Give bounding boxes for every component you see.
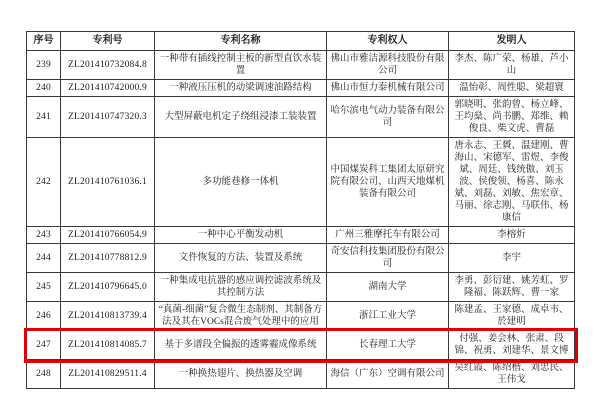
cell-patent-name: 一种液压压机的动梁调速油路结构 xyxy=(155,80,327,97)
cell-inventors: 郭晓明、张韵曾、杨立峰、王均燊、尚书鹏、郑维、赖俊良、柴文虎、曹磊 xyxy=(449,97,575,138)
table-row xyxy=(27,51,575,80)
column-header-no: 序号 xyxy=(27,32,61,51)
cell-inventors: 吴红霞、陈绍楷、刘忠民、王伟戈 xyxy=(449,360,575,389)
cell-patentee: 海信（广东）空调有限公司 xyxy=(327,360,449,389)
cell-patentee: 中国煤炭科工集团太原研究院有限公司、山西天地煤机装备有限公司 xyxy=(327,138,449,227)
patent-table-container xyxy=(26,31,575,389)
cell-inventors: 李勇、彭衍建、姚芳虹、罗隆福、陈跃辉、曹一家 xyxy=(449,273,575,302)
cell-patent-number: ZL201410829511.4 xyxy=(61,360,155,389)
cell-row-number: 241 xyxy=(27,97,61,138)
table-row xyxy=(27,227,575,244)
table-row xyxy=(27,273,575,302)
cell-inventors: 李榕炘 xyxy=(449,227,575,244)
cell-patent-name: 一种集成电抗器的感应调控滤波系统及其控制方法 xyxy=(155,273,327,302)
cell-patent-name: 一种换热翅片、换热器及空调 xyxy=(155,360,327,389)
column-header-patentee: 专利权人 xyxy=(327,32,449,51)
cell-row-number: 243 xyxy=(27,227,61,244)
table-row xyxy=(27,80,575,97)
cell-patentee: 广州三雅摩托车有限公司 xyxy=(327,227,449,244)
table-row xyxy=(27,97,575,138)
cell-row-number: 246 xyxy=(27,302,61,331)
cell-patent-number: ZL201410732084.8 xyxy=(61,51,155,80)
cell-patentee: 哈尔滨电气动力装备有限公司 xyxy=(327,97,449,138)
cell-patentee: 长春理工大学 xyxy=(327,331,449,360)
cell-inventors: 李杰、陈广荣、杨雄、芦小山 xyxy=(449,51,575,80)
cell-row-number: 248 xyxy=(27,360,61,389)
cell-row-number: 244 xyxy=(27,244,61,273)
cell-patent-number: ZL201410761036.1 xyxy=(61,138,155,227)
cell-patent-name: 大型屏蔽电机定子绕组浸漆工装装置 xyxy=(155,97,327,138)
table-row xyxy=(27,360,575,389)
cell-row-number: 239 xyxy=(27,51,61,80)
patent-table xyxy=(26,31,575,389)
column-header-patent_no: 专利号 xyxy=(61,32,155,51)
cell-patent-number: ZL201410766054.9 xyxy=(61,227,155,244)
table-header-row xyxy=(27,32,575,51)
cell-patent-number: ZL201410814085.7 xyxy=(61,331,155,360)
table-row xyxy=(27,302,575,331)
cell-row-number: 245 xyxy=(27,273,61,302)
cell-inventors: 唐永志、王贇、温建刚、曹海山、宋德军、雷煜、李俊斌、周廷、钱统傲、刘玉波、侯俊领、杨喜、陈永斌、刘磊、刘敏、焦宏章、马丽、徐志刚、马联伟、杨康信 xyxy=(449,138,575,227)
cell-patent-number: ZL201410813739.4 xyxy=(61,302,155,331)
cell-inventors: 温怡彰、周性聪、梁超寰 xyxy=(449,80,575,97)
cell-patent-number: ZL201410778812.9 xyxy=(61,244,155,273)
cell-patentee: 奇安信科技集团股份有限公司 xyxy=(327,244,449,273)
cell-row-number: 242 xyxy=(27,138,61,227)
table-body xyxy=(27,51,575,389)
cell-patentee: 佛山市雅洁源科技股份有限公司 xyxy=(327,51,449,80)
cell-patent-name: 基于多谱段全偏振的透雾霾成像系统 xyxy=(155,331,327,360)
cell-patentee: 浙江工业大学 xyxy=(327,302,449,331)
cell-patent-name: 文件恢复的方法、装置及系统 xyxy=(155,244,327,273)
cell-inventors: 李宇 xyxy=(449,244,575,273)
table-row-highlighted xyxy=(27,331,575,360)
cell-patent-number: ZL201410747320.3 xyxy=(61,97,155,138)
column-header-inventors: 发明人 xyxy=(449,32,575,51)
cell-patent-name: 一种中心平衡发动机 xyxy=(155,227,327,244)
cell-patent-name: 多功能巷修一体机 xyxy=(155,138,327,227)
cell-row-number: 240 xyxy=(27,80,61,97)
cell-patent-number: ZL201410796645.0 xyxy=(61,273,155,302)
cell-row-number: 247 xyxy=(27,331,61,360)
table-row xyxy=(27,244,575,273)
column-header-name: 专利名称 xyxy=(155,32,327,51)
cell-patent-number: ZL201410742000.9 xyxy=(61,80,155,97)
table-row xyxy=(27,138,575,227)
cell-inventors: 付强、姜会林、张肃、段锦、祝勇、刘建华、景文博 xyxy=(449,331,575,360)
cell-patentee: 湖南大学 xyxy=(327,273,449,302)
cell-patent-name: 一种带有插线控制主板的新型直饮水装置 xyxy=(155,51,327,80)
cell-patentee: 佛山市恒力泰机械有限公司 xyxy=(327,80,449,97)
cell-inventors: 陈建孟、王家德、成卓韦、於建明 xyxy=(449,302,575,331)
cell-patent-name: “真菌-细菌”复合微生态制剂、其制备方法及其在VOCs混合废气处理中的应用 xyxy=(155,302,327,331)
